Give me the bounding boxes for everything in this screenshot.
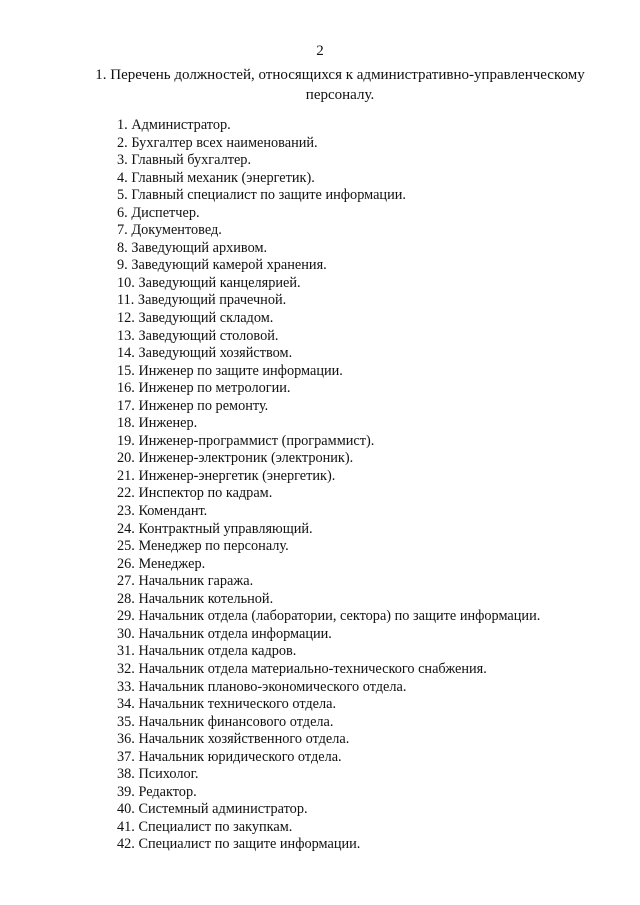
item-text: Системный администратор. <box>138 801 308 818</box>
item-text: Заведующий складом. <box>138 310 274 327</box>
list-item <box>117 731 540 749</box>
item-number: 31. <box>117 643 135 660</box>
item-number: 8. <box>117 239 128 256</box>
item-number: 11. <box>117 292 135 309</box>
item-number: 22. <box>117 485 135 502</box>
item-text: Главный механик (энергетик). <box>131 169 315 186</box>
item-number: 5. <box>117 187 128 204</box>
item-number: 20. <box>117 450 135 467</box>
item-text: Начальник отдела (лаборатории, сектора) по защите информации. <box>138 608 541 625</box>
item-text: Заведующий канцелярией. <box>138 274 301 291</box>
position-list <box>117 117 540 854</box>
item-number: 4. <box>117 169 128 186</box>
item-text: Заведующий архивом. <box>131 239 268 256</box>
item-text: Диспетчер. <box>131 204 200 221</box>
item-text: Менеджер по персоналу. <box>138 538 289 555</box>
list-item <box>117 679 540 697</box>
item-text: Начальник котельной. <box>138 590 274 607</box>
item-text: Специалист по закупкам. <box>138 818 293 835</box>
item-text: Инженер по ремонту. <box>138 397 269 414</box>
item-number: 18. <box>117 415 135 432</box>
item-number: 41. <box>117 818 135 835</box>
item-number: 23. <box>117 503 135 520</box>
item-number: 32. <box>117 660 135 677</box>
item-number: 36. <box>117 731 135 748</box>
list-item <box>117 415 540 433</box>
list-item <box>117 450 540 468</box>
item-text: Администратор. <box>131 117 231 133</box>
item-text: Начальник планово-экономического отдела. <box>138 678 407 695</box>
list-item <box>117 187 540 205</box>
item-number: 24. <box>117 520 135 537</box>
list-item <box>117 152 540 170</box>
item-number: 34. <box>117 696 135 713</box>
item-number: 33. <box>117 678 135 695</box>
item-text: Бухгалтер всех наименований. <box>131 134 318 151</box>
list-item <box>117 766 540 784</box>
item-number: 2. <box>117 134 128 151</box>
list-item <box>117 643 540 661</box>
item-number: 21. <box>117 467 135 484</box>
list-item <box>117 608 540 626</box>
item-text: Инженер по метрологии. <box>138 380 291 397</box>
list-item <box>117 135 540 153</box>
item-text: Начальник отдела материально-технического снабжения. <box>138 660 487 677</box>
list-item <box>117 626 540 644</box>
item-text: Начальник финансового отдела. <box>138 713 334 730</box>
item-number: 39. <box>117 783 135 800</box>
item-number: 13. <box>117 327 135 344</box>
item-number: 40. <box>117 801 135 818</box>
list-item <box>117 117 540 135</box>
item-number: 19. <box>117 432 135 449</box>
item-number: 26. <box>117 555 135 572</box>
item-text: Инженер-энергетик (энергетик). <box>138 467 336 484</box>
list-item <box>117 222 540 240</box>
item-text: Заведующий столовой. <box>138 327 279 344</box>
list-item <box>117 380 540 398</box>
item-text: Инженер. <box>138 415 198 432</box>
item-text: Начальник юридического отдела. <box>138 748 342 765</box>
list-item <box>117 538 540 556</box>
item-text: Главный бухгалтер. <box>131 152 252 169</box>
list-item <box>117 310 540 328</box>
item-text: Инженер-электроник (электроник). <box>138 450 354 467</box>
page-number: 2 <box>316 43 324 59</box>
item-text: Начальник хозяйственного отдела. <box>138 731 350 748</box>
item-number: 14. <box>117 345 135 362</box>
list-item <box>117 556 540 574</box>
item-number: 42. <box>117 836 135 853</box>
item-text: Инспектор по кадрам. <box>138 485 273 502</box>
list-item <box>117 784 540 802</box>
item-text: Начальник отдела информации. <box>138 625 332 642</box>
item-text: Инженер по защите информации. <box>138 362 343 379</box>
item-text: Начальник технического отдела. <box>138 696 337 713</box>
item-number: 30. <box>117 625 135 642</box>
list-item <box>117 661 540 679</box>
list-item <box>117 714 540 732</box>
item-number: 12. <box>117 310 135 327</box>
item-text: Комендант. <box>138 503 208 520</box>
item-number: 28. <box>117 590 135 607</box>
list-item <box>117 468 540 486</box>
item-number: 38. <box>117 766 135 783</box>
item-text: Заведующий камерой хранения. <box>131 257 327 274</box>
list-item <box>117 485 540 503</box>
item-text: Главный специалист по защите информации. <box>131 187 406 204</box>
item-number: 35. <box>117 713 135 730</box>
item-number: 7. <box>117 222 128 239</box>
item-number: 25. <box>117 538 135 555</box>
item-number: 37. <box>117 748 135 765</box>
item-text: Психолог. <box>138 766 199 783</box>
item-text: Инженер-программист (программист). <box>138 432 375 449</box>
list-item <box>117 433 540 451</box>
list-item <box>117 363 540 381</box>
item-number: 17. <box>117 397 135 414</box>
item-number: 3. <box>117 152 128 169</box>
item-text: Документовед. <box>131 222 222 239</box>
list-item <box>117 696 540 714</box>
section-heading: 1. Перечень должностей, относящихся к административно-управленческому персоналу. <box>95 67 585 103</box>
item-number: 29. <box>117 608 135 625</box>
item-text: Редактор. <box>138 783 197 800</box>
list-item <box>117 170 540 188</box>
item-number: 10. <box>117 274 135 291</box>
item-number: 27. <box>117 573 135 590</box>
item-text: Контрактный управляющий. <box>138 520 313 537</box>
item-number: 16. <box>117 380 135 397</box>
list-item <box>117 591 540 609</box>
list-item <box>117 275 540 293</box>
item-number: 6. <box>117 204 128 221</box>
list-item <box>117 345 540 363</box>
list-item <box>117 328 540 346</box>
list-item <box>117 240 540 258</box>
item-number: 1. <box>117 117 128 133</box>
item-number: 15. <box>117 362 135 379</box>
item-text: Начальник гаража. <box>138 573 254 590</box>
list-item <box>117 836 540 854</box>
list-item <box>117 292 540 310</box>
list-item <box>117 205 540 223</box>
list-item <box>117 573 540 591</box>
item-text: Заведующий хозяйством. <box>138 345 293 362</box>
list-item <box>117 503 540 521</box>
list-item <box>117 801 540 819</box>
item-text: Заведующий прачечной. <box>137 292 287 309</box>
list-item <box>117 521 540 539</box>
item-number: 9. <box>117 257 128 274</box>
item-text: Специалист по защите информации. <box>138 836 361 853</box>
item-text: Менеджер. <box>138 555 206 572</box>
list-item <box>117 257 540 275</box>
list-item <box>117 398 540 416</box>
list-item <box>117 819 540 837</box>
list-item <box>117 749 540 767</box>
item-text: Начальник отдела кадров. <box>138 643 297 660</box>
